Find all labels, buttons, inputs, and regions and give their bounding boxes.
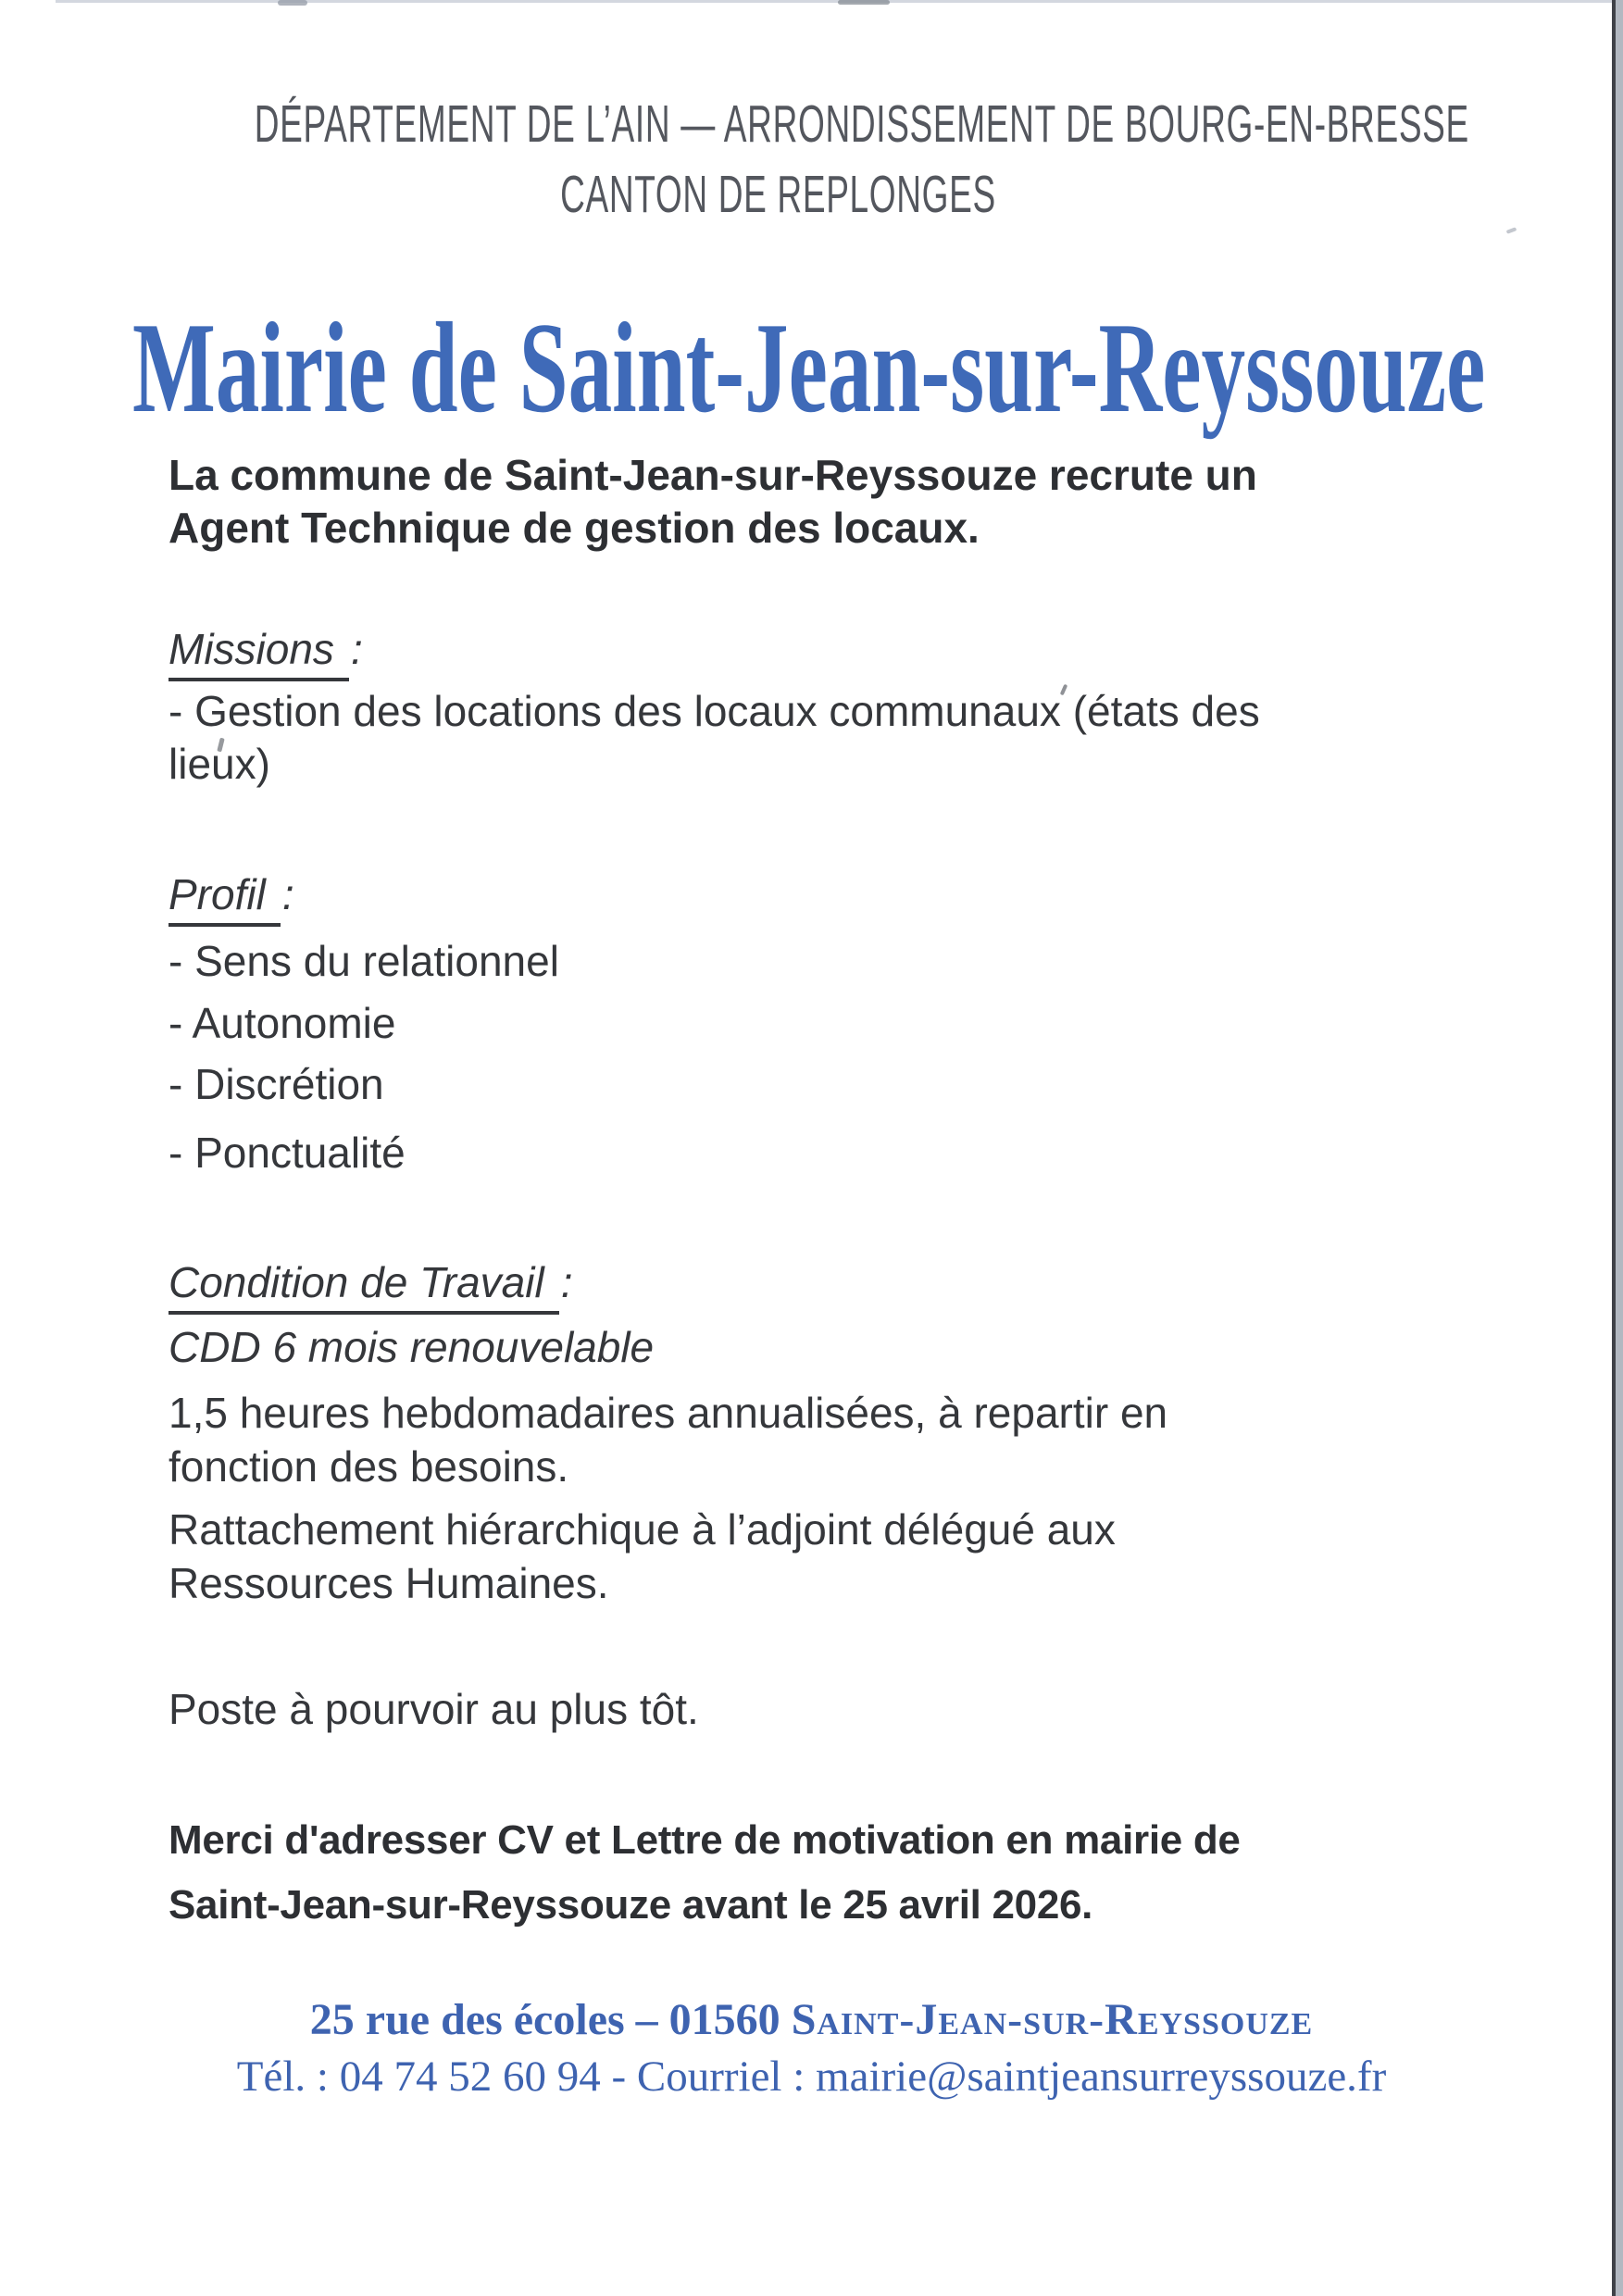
section-heading-missions [169, 623, 363, 676]
reporting-line-1: Rattachement hiérarchique à l’adjoint délégué aux [169, 1505, 1116, 1554]
missions-item-line-1: - Gestion des locations des locaux communaux (états des [169, 687, 1260, 735]
header-department-line: DÉPARTEMENT DE L’AIN — ARRONDISSEMENT DE BOURG-EN-BRESSE [254, 94, 1469, 154]
intro-line-1: La commune de Saint-Jean-sur-Reyssouze recrute un [169, 451, 1257, 499]
section-heading-conditions [169, 1256, 572, 1309]
footer-address-prefix: 25 rue des écoles – 01560 [309, 1995, 792, 2044]
profil-heading-label: Profil [169, 870, 281, 927]
profil-heading-colon: : [281, 870, 294, 918]
closing-paragraph [169, 1808, 1241, 1938]
working-hours-line-2: fonction des besoins. [169, 1442, 569, 1491]
scan-artifact [1506, 227, 1517, 234]
footer-address-line [0, 1994, 1623, 2045]
reporting-line-2: Ressources Humaines. [169, 1559, 609, 1607]
working-hours-line-1: 1,5 heures hebdomadaires annualisées, à repartir en [169, 1389, 1168, 1437]
conditions-heading-label: Condition de Travail [169, 1258, 559, 1315]
footer-address-city: Saint-Jean-sur-Reyssouze [791, 1995, 1314, 2044]
contract-type-line: CDD 6 mois renouvelable [169, 1323, 655, 1371]
working-hours-paragraph [169, 1386, 1167, 1493]
missions-heading-colon: : [350, 625, 363, 673]
profil-item: - Autonomie [169, 999, 396, 1047]
section-heading-profil [169, 868, 294, 921]
page-title: Mairie de Saint-Jean-sur-Reyssouze [132, 296, 1486, 440]
missions-body [169, 685, 1260, 791]
closing-line-1: Merci d'adresser CV et Lettre de motivation en mairie de [169, 1817, 1241, 1863]
scan-right-edge-line [1612, 0, 1616, 2296]
availability-line: Poste à pourvoir au plus tôt. [169, 1685, 699, 1733]
header-canton-line: CANTON DE REPLONGES [560, 165, 996, 224]
missions-heading-label: Missions [169, 625, 349, 681]
missions-item-line-2: lieux) [169, 740, 270, 788]
closing-line-2: Saint-Jean-sur-Reyssouze avant le 25 avril 2026. [169, 1882, 1093, 1928]
footer-contact-line: Tél. : 04 74 52 60 94 - Courriel : mairie@saintjeansurreyssouze.fr [236, 2053, 1387, 2101]
conditions-heading-colon: : [560, 1258, 573, 1306]
scan-right-edge-shade [1616, 0, 1623, 2296]
profil-item: - Discrétion [169, 1060, 384, 1108]
reporting-paragraph [169, 1503, 1116, 1610]
scan-artifact [838, 0, 890, 5]
profil-item: - Ponctualité [169, 1129, 406, 1177]
profil-item: - Sens du relationnel [169, 937, 559, 985]
intro-paragraph [169, 449, 1257, 555]
intro-line-2: Agent Technique de gestion des locaux. [169, 504, 980, 552]
scan-artifact [278, 0, 307, 6]
